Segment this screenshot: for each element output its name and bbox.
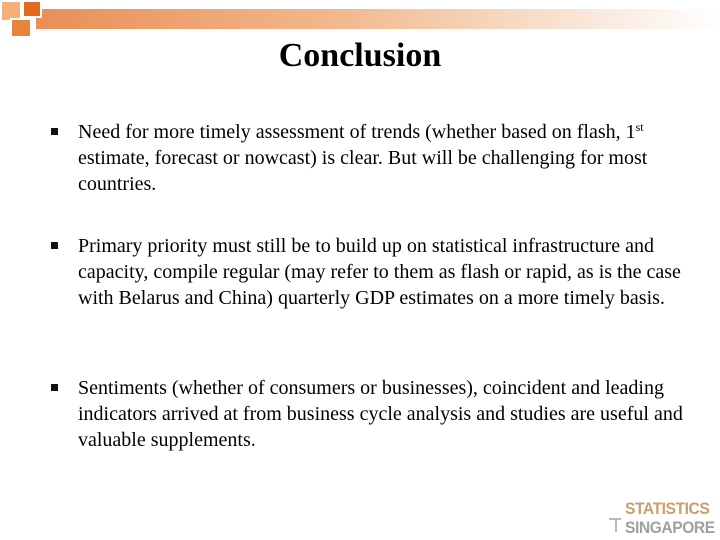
slide-title: Conclusion	[278, 37, 442, 74]
bullet-text	[78, 119, 690, 197]
bullet-square-icon	[51, 384, 58, 391]
decorative-square	[22, 0, 42, 18]
logo-line-bottom: SINGAPORE	[625, 518, 715, 537]
bullet-square-icon	[51, 242, 58, 249]
logo-mark-icon	[615, 520, 617, 532]
bullet-text-part: Need for more timely assessment of trends (whether based on flash, 1	[78, 121, 636, 143]
bullet-text: Sentiments (whether of consumers or businesses), coincident and leading indicators arrived at from business cycle analysis and studies are useful and valuable supplements.	[78, 377, 683, 451]
bullet-text-part: estimate, forecast or nowcast) is clear. But will be challenging for most countries.	[78, 147, 648, 195]
logo-line-top: STATISTICS	[625, 499, 710, 518]
statistics-singapore-logo	[603, 498, 715, 538]
bullet-square-icon	[51, 128, 58, 135]
header-gradient-bar	[36, 9, 720, 29]
ordinal-suffix: st	[635, 120, 644, 134]
bullet-text: Primary priority must still be to build up on statistical infrastructure and capacity, compile regular (may refer to them as flash or rapid, as is the case with Belarus and China) quarterly GDP estimates on a more timely basis.	[78, 235, 681, 309]
